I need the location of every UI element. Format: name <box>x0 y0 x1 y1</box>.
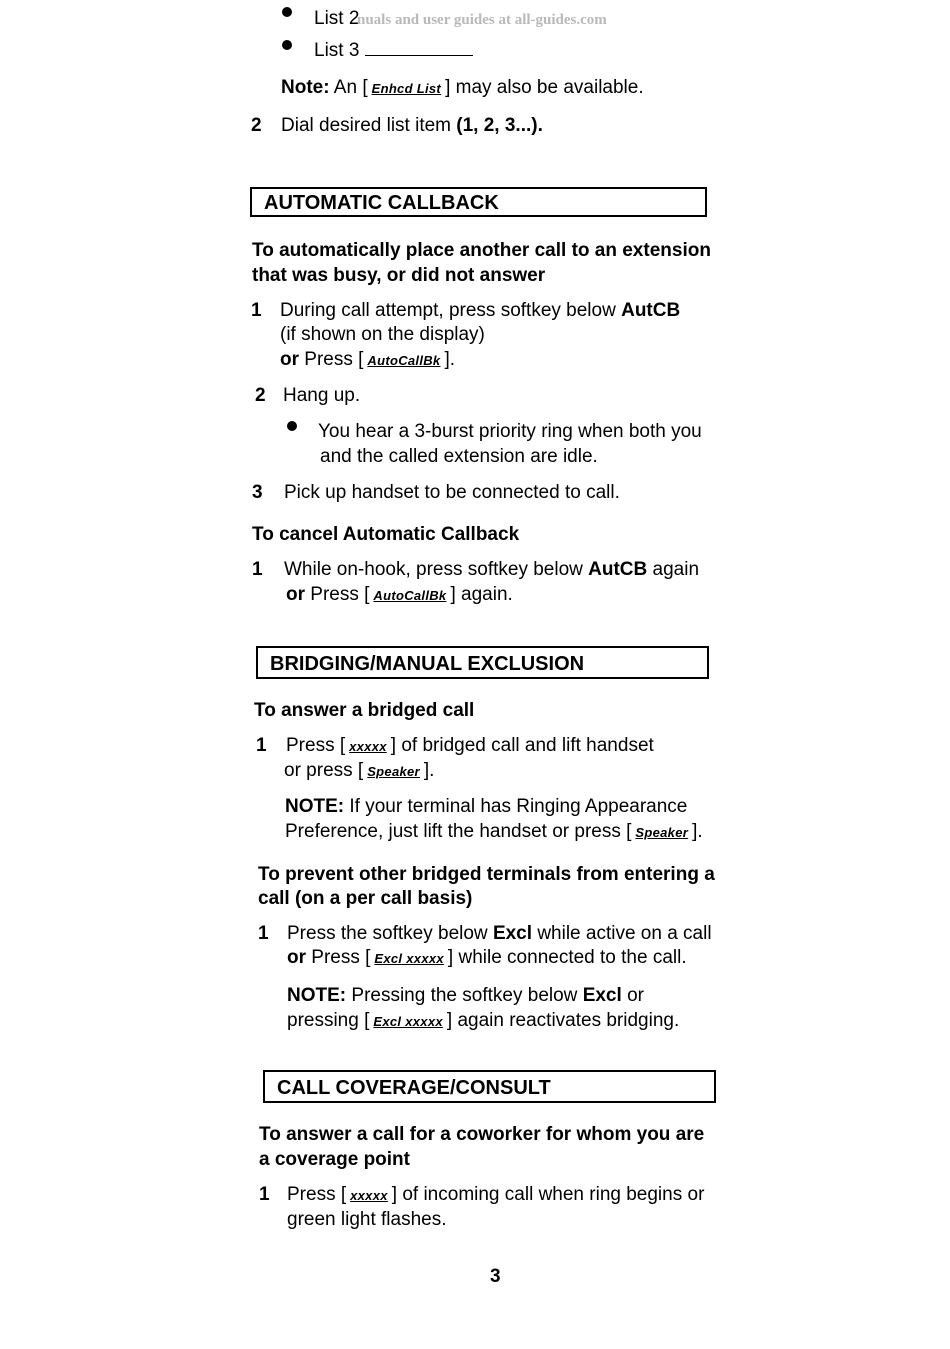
coverage-heading-line2: a coverage point <box>259 1149 410 1170</box>
section-call-coverage <box>263 1070 716 1103</box>
cancel-step-1-line2 <box>286 582 513 608</box>
cancel-or: or <box>286 584 305 605</box>
autocallbk-key: AutoCallBk <box>367 353 441 368</box>
cancel-step-1-text: While on-hook, press softkey below <box>284 559 583 580</box>
exclusion-heading-line1: To prevent other bridged terminals from entering a <box>258 864 715 885</box>
step-2-number: 2 <box>251 115 262 136</box>
bullet-list-2 <box>282 7 292 17</box>
bullet-list-3 <box>282 40 292 50</box>
callback-press: Press [ <box>304 349 364 370</box>
exclusion-step-1-line1 <box>287 921 712 946</box>
section-title: BRIDGING/MANUAL EXCLUSION <box>270 653 585 675</box>
bridged-note-post: ]. <box>692 821 703 842</box>
step-2-bold: (1, 2, 3...). <box>456 115 543 136</box>
callback-or: or <box>280 349 299 370</box>
section-bridging <box>256 646 709 679</box>
watermark: nuals and user guides at all-guides.com <box>357 12 607 28</box>
coverage-xxxxx-key: xxxxx <box>350 1188 388 1203</box>
section-automatic-callback <box>250 187 707 217</box>
exclusion-note-or: or <box>627 985 644 1006</box>
cancel-autcb-label: AutCB <box>588 559 648 580</box>
exclusion-note-text: Pressing the softkey below <box>351 985 578 1006</box>
bridged-close: ]. <box>423 760 435 781</box>
coverage-step-1-line1 <box>287 1182 704 1208</box>
callback-intro-line2: that was busy, or did not answer <box>252 265 546 286</box>
bridged-note-pre: Preference, just lift the handset or press [ <box>285 821 632 842</box>
cancel-callback-heading: To cancel Automatic Callback <box>252 524 520 545</box>
exclusion-text: Press the softkey below <box>287 923 488 944</box>
bridged-note-text: If your terminal has Ringing Appearance <box>349 796 688 817</box>
callback-bullet <box>287 421 297 431</box>
callback-step-1-number: 1 <box>251 300 262 321</box>
callback-bullet-line2: and the called extension are idle. <box>320 446 598 467</box>
cancel-press: Press [ <box>310 584 370 605</box>
exclusion-close: ] while connected to the call. <box>447 947 687 968</box>
cancel-step-1-number: 1 <box>252 559 263 580</box>
bridged-note-line2 <box>285 819 703 845</box>
exclusion-post: while active on a call <box>537 923 712 944</box>
exclusion-note-line1 <box>287 983 644 1008</box>
note-label: Note: <box>281 77 330 98</box>
speaker-key: Speaker <box>367 764 420 779</box>
note-excl-xxxxx-key: Excl xxxxx <box>373 1014 443 1029</box>
list-3-label: List 3 <box>314 40 360 61</box>
note-speaker-key: Speaker <box>635 825 689 840</box>
list-3-blank <box>365 38 473 56</box>
bridged-press: Press [ <box>286 735 346 756</box>
bridged-xxxxx-key: xxxxx <box>349 739 387 754</box>
coverage-post: ] of incoming call when ring begins or <box>391 1184 705 1205</box>
cancel-close: ] again. <box>450 584 513 605</box>
bridged-note-line1 <box>285 794 687 819</box>
bridged-step-1-number: 1 <box>256 735 267 756</box>
exclusion-note-label: NOTE: <box>287 985 347 1006</box>
step-2-text <box>281 113 543 138</box>
bridged-note-label: NOTE: <box>285 796 345 817</box>
callback-step-2-text: Hang up. <box>283 385 361 406</box>
coverage-press: Press [ <box>287 1184 347 1205</box>
bridged-heading: To answer a bridged call <box>254 700 475 721</box>
coverage-heading-line1: To answer a call for a coworker for whom you are <box>259 1124 705 1145</box>
excl-softkey-label: Excl <box>492 923 533 944</box>
callback-step-1-line2: (if shown on the display) <box>280 324 485 345</box>
exclusion-note-line2 <box>287 1008 679 1034</box>
callback-close: ]. <box>444 349 456 370</box>
callback-step-1-text: During call attempt, press softkey below <box>280 300 616 321</box>
bridged-post: ] of bridged call and lift handset <box>390 735 654 756</box>
exclusion-step-1-number: 1 <box>258 923 269 944</box>
cancel-autocallbk-key: AutoCallBk <box>373 588 447 603</box>
enhcd-list-key: Enhcd List <box>371 81 442 96</box>
bridged-step-1-line1 <box>286 733 654 759</box>
callback-step-1-line1 <box>280 298 680 323</box>
exclusion-press: Press [ <box>311 947 371 968</box>
callback-step-1-line3 <box>280 347 455 373</box>
section-title: AUTOMATIC CALLBACK <box>264 192 499 214</box>
excl-xxxxx-key: Excl xxxxx <box>374 951 444 966</box>
enhcd-note <box>281 75 644 101</box>
exclusion-heading-line2: call (on a per call basis) <box>258 888 473 909</box>
section-title: CALL COVERAGE/CONSULT <box>277 1077 551 1099</box>
callback-bullet-line1: You hear a 3-burst priority ring when both you <box>318 421 702 442</box>
callback-step-3-text: Pick up handset to be connected to call. <box>284 482 620 503</box>
autcb-softkey-label: AutCB <box>621 300 681 321</box>
step-2-plain: Dial desired list item <box>281 115 451 136</box>
cancel-again: again <box>652 559 700 580</box>
exclusion-note-post: ] again reactivates bridging. <box>446 1010 680 1031</box>
exclusion-note-excl: Excl <box>582 985 622 1006</box>
callback-intro-line1: To automatically place another call to an extension <box>252 240 711 261</box>
coverage-step-1-line2: green light flashes. <box>287 1209 447 1230</box>
bridged-step-1-line2 <box>284 758 434 784</box>
exclusion-step-1-line2 <box>287 945 687 971</box>
list-3-line <box>314 38 473 63</box>
note-pre: An [ <box>333 77 368 98</box>
callback-step-3-number: 3 <box>252 482 263 503</box>
exclusion-or: or <box>287 947 306 968</box>
list-2-label: List 2 <box>314 8 360 29</box>
exclusion-note-pre: pressing [ <box>287 1010 370 1031</box>
bridged-or-press: or press [ <box>284 760 364 781</box>
page-number: 3 <box>490 1266 501 1287</box>
coverage-step-1-number: 1 <box>259 1184 270 1205</box>
cancel-step-1-line1 <box>284 557 699 582</box>
note-post: ] may also be available. <box>445 77 644 98</box>
callback-step-2-number: 2 <box>255 385 266 406</box>
